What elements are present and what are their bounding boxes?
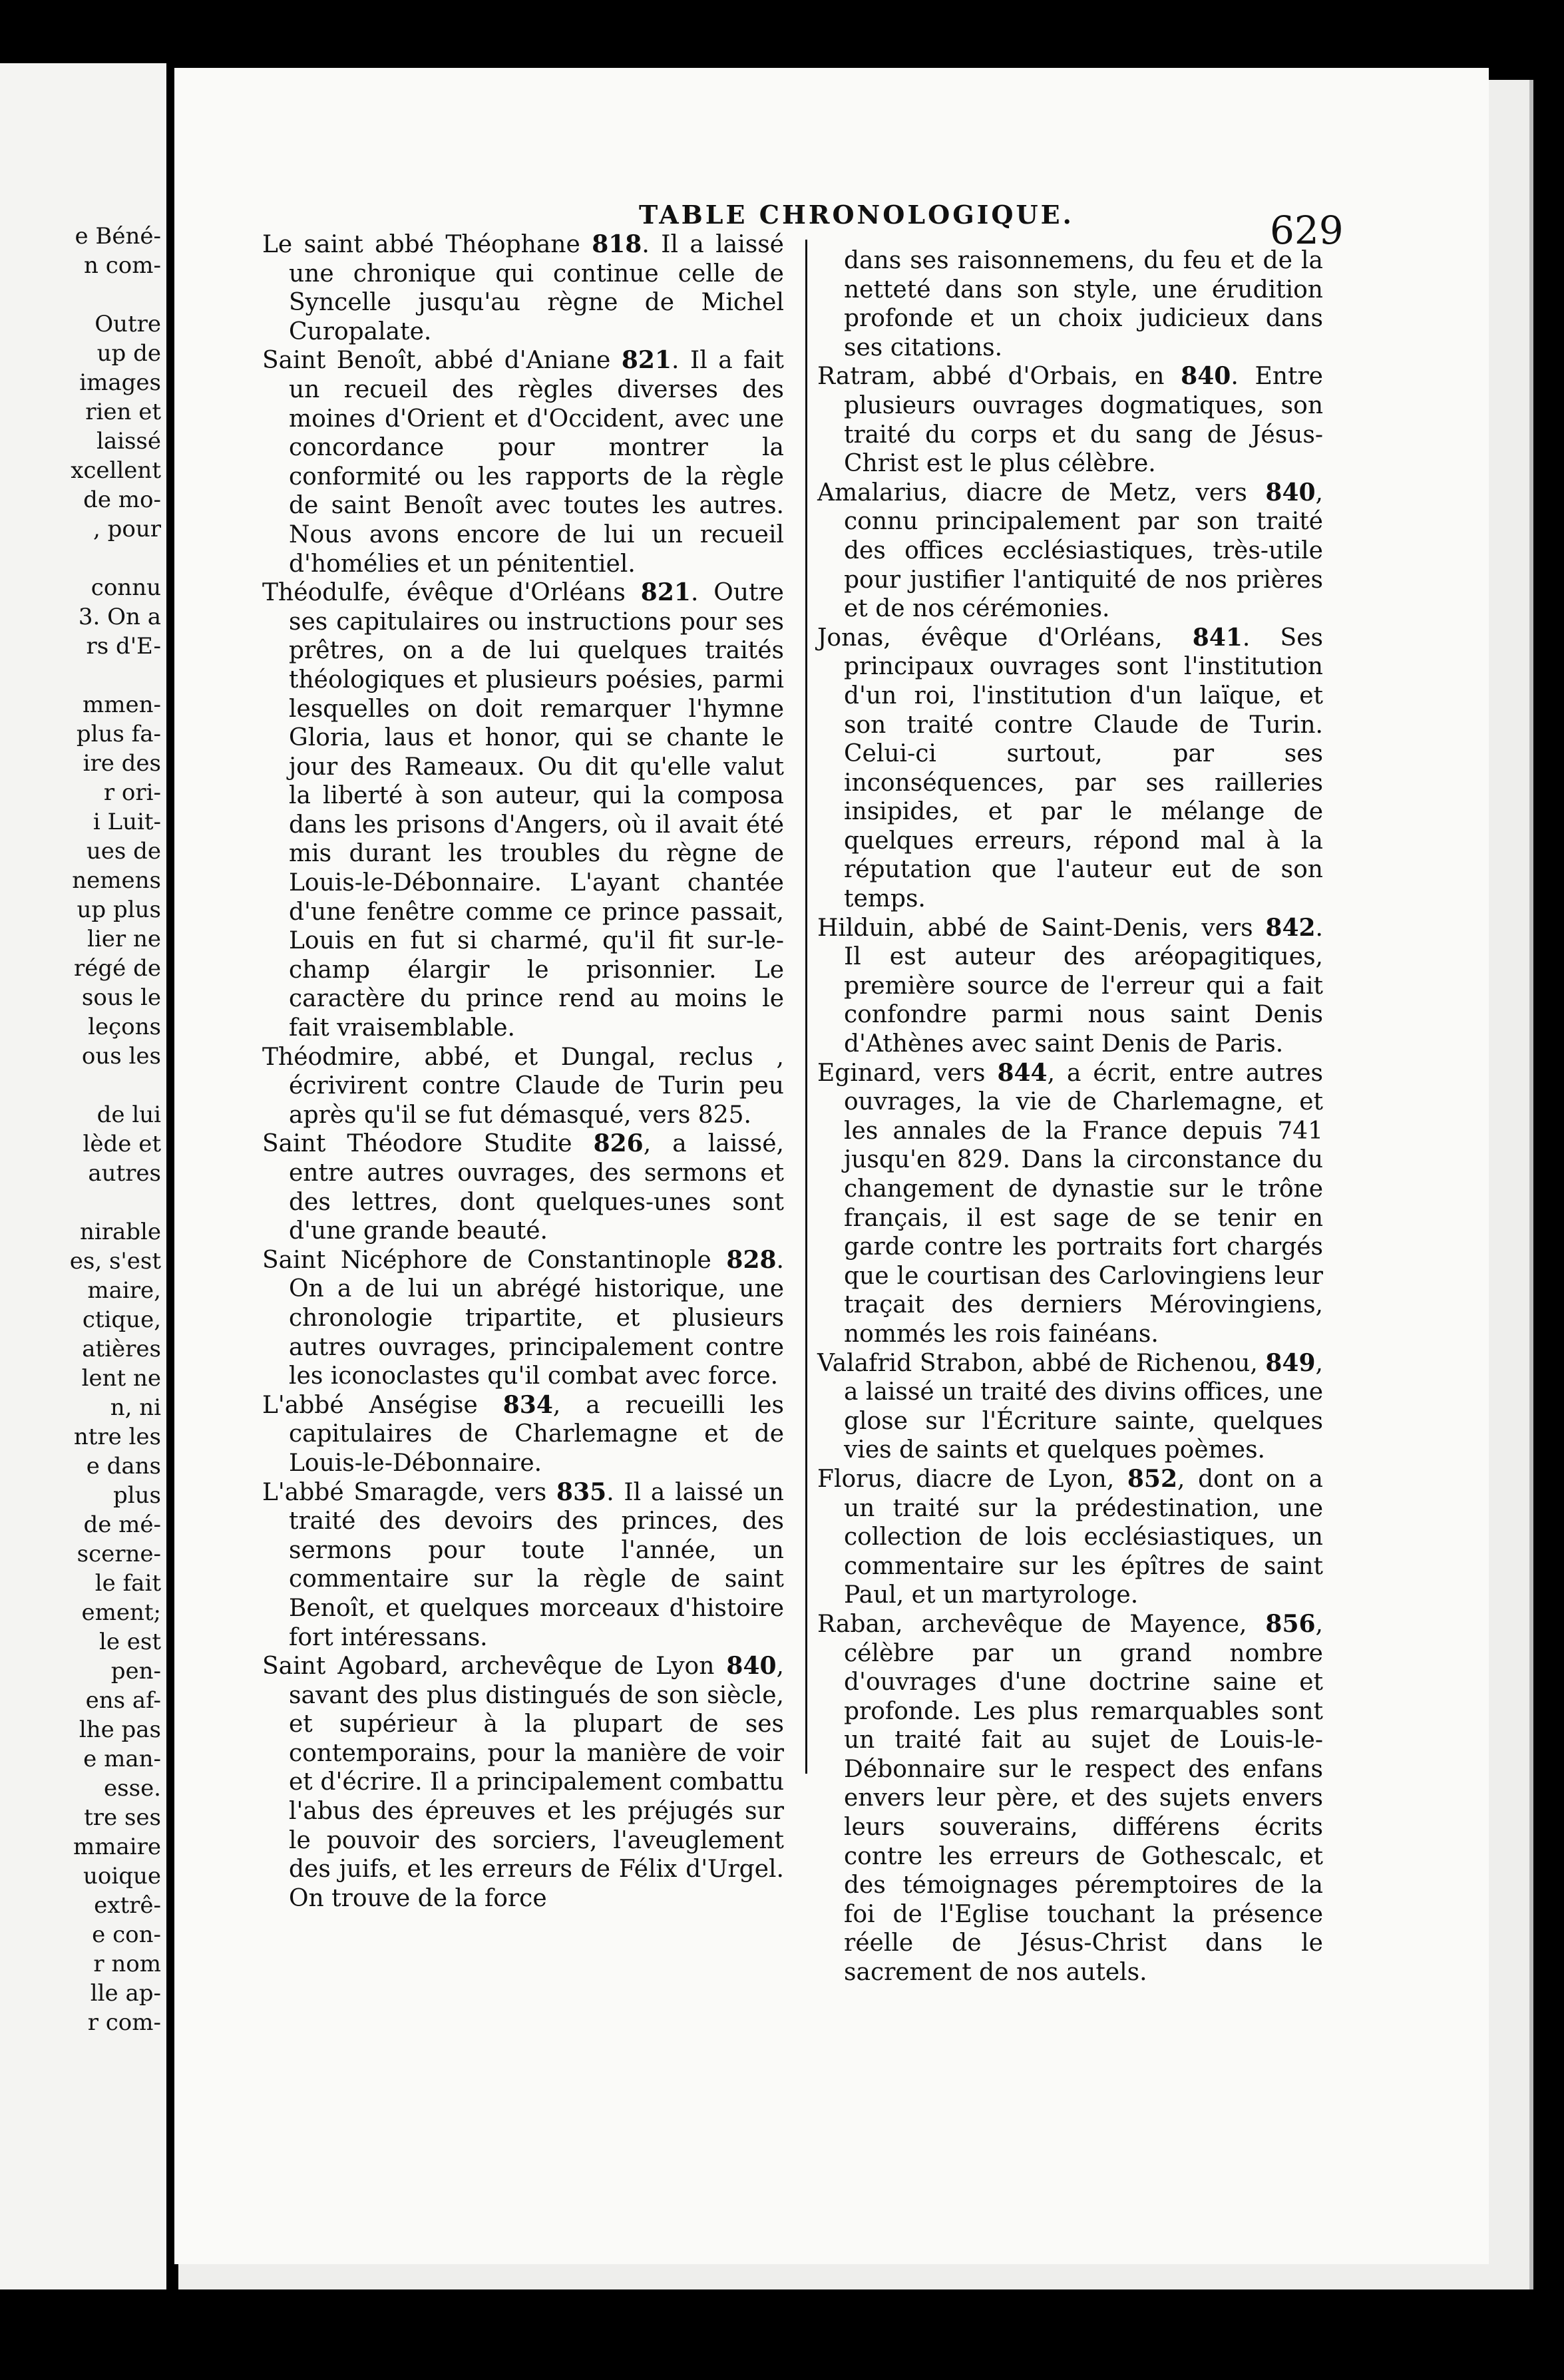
facing-page-line: leçons xyxy=(88,1014,161,1040)
entry-text: , écrivirent contre Claude de Turin peu après qu'il se fut démasqué, vers 825. xyxy=(289,1043,784,1129)
facing-page-line: rien et xyxy=(85,399,161,425)
facing-page-line: 3. On a xyxy=(78,604,161,630)
entry-text: dans ses raisonnemens, du feu et de la netteté dans son style, une érudition profonde et un choix judicieux dans ses citations. xyxy=(844,247,1323,361)
entry-text: . Il a laissé une chronique qui continue celle de Syncelle jusqu'au règne de Michel Curopalate. xyxy=(289,231,784,345)
facing-page-line: r nom xyxy=(93,1951,161,1977)
chronology-entry xyxy=(262,1129,784,1245)
facing-page-line: autres xyxy=(88,1160,161,1187)
chronology-entry xyxy=(817,914,1323,1059)
entry-date: 842 xyxy=(1265,913,1316,942)
right-column xyxy=(817,246,1323,1987)
entry-text: , a laissé un traité des divins offices, une glose sur l'Écriture sainte, quelques vies de saints et quelques poèmes. xyxy=(844,1349,1323,1464)
facing-page-line: le fait xyxy=(95,1570,161,1597)
chronology-entry xyxy=(817,1059,1323,1349)
entry-name: Le saint abbé Théophane xyxy=(262,231,580,258)
facing-page-line: mmen- xyxy=(83,692,161,718)
page-number: 629 xyxy=(1270,208,1344,253)
entry-date: 826 xyxy=(593,1129,644,1158)
facing-page-line: e man- xyxy=(83,1746,161,1772)
facing-page-line: de mo- xyxy=(83,487,161,513)
entry-name: Théodmire, abbé, et Dungal, reclus xyxy=(262,1043,753,1071)
facing-page-line: Outre xyxy=(95,311,161,337)
chronology-entry xyxy=(262,1246,784,1391)
facing-page-line: n com- xyxy=(84,252,161,279)
facing-page-line: tre ses xyxy=(84,1804,161,1831)
chronology-entry xyxy=(262,1478,784,1653)
facing-page-line: lède et xyxy=(83,1131,161,1157)
chronology-entry xyxy=(817,624,1323,914)
chronology-entry xyxy=(817,1465,1323,1610)
entry-date: 821 xyxy=(640,578,691,607)
entry-name: Théodulfe, évêque d'Orléans xyxy=(262,579,626,607)
entry-text: , savant des plus distingués de son siècle, et supérieur à la plupart de ses contemporains, pour la manière de voir et d'écrire. Il a principalement combattu l'abus des épreuves et les préjugés sur le pouvoir des sorciers, l'aveuglement des juifs, et les erreurs de Félix d'Urgel. On trouve de la force xyxy=(289,1653,784,1912)
facing-page-line: scerne- xyxy=(77,1541,161,1567)
facing-page-line: régé de xyxy=(74,955,161,982)
facing-page-line: nirable xyxy=(79,1219,161,1245)
facing-page-line: extrê- xyxy=(94,1892,161,1919)
entry-text: . Il a fait un recueil des règles diverses des moines d'Orient et d'Occident, avec une concordance pour montrer la conformité ou les rapports de la règle de saint Benoît avec toutes les autres. Nous avons encore de lui un recueil d'homélies et un pénitentiel. xyxy=(289,347,784,578)
chronology-entry xyxy=(817,246,1323,362)
facing-page xyxy=(0,63,166,2289)
entry-name: Florus, diacre de Lyon, xyxy=(817,1465,1115,1493)
facing-page-line xyxy=(1,544,161,573)
facing-page-line: mmaire xyxy=(73,1834,161,1860)
entry-name: Saint Benoît, abbé d'Aniane xyxy=(262,347,611,375)
chronology-entry xyxy=(262,1391,784,1478)
entry-text: . Ses principaux ouvrages sont l'institution d'un roi, l'institution d'un laïque, et son traité contre Claude de Turin. Celui-ci surtout, par ses inconséquences, par ses railleries insipides, et par le mélange de quelques erreurs, répond mal à la réputation que l'auteur eut de son temps. xyxy=(844,624,1323,913)
facing-page-line: de mé- xyxy=(83,1511,161,1538)
entry-text: . Outre ses capitulaires ou instructions pour ses prêtres, on a de lui quelques traités théologiques et plusieurs poésies, parmi lesquelles on doit remarquer l'hymne Gloria, laus et honor, qui se chante le jour des Rameaux. Ou dit qu'elle valut la liberté à son auteur, qui la composa dans les prisons d'Angers, où il avait été mis durant les troubles du règne de Louis-le-Débonnaire. L'ayant chantée d'une fenêtre comme ce prince passait, Louis en fut si charmé, qu'il fit sur-le-champ élargir le prisonnier. Le caractère du prince rend au moins le fait vraisemblable. xyxy=(289,579,784,1042)
entry-name: Hilduin, abbé de Saint-Denis, vers xyxy=(817,914,1253,942)
facing-page-line: ire des xyxy=(83,750,161,777)
chronology-entry xyxy=(262,1043,784,1130)
facing-page-line: ement; xyxy=(81,1599,161,1626)
facing-page-text xyxy=(1,222,161,2037)
entry-date: 834 xyxy=(502,1390,553,1419)
facing-page-line: e Béné- xyxy=(75,223,161,250)
facing-page-line xyxy=(1,1071,161,1100)
entry-name: Jonas, évêque d'Orléans, xyxy=(817,624,1163,652)
facing-page-line: e dans xyxy=(86,1453,161,1480)
facing-page-line: i Luit- xyxy=(93,809,161,835)
entry-date: 818 xyxy=(592,230,642,258)
entry-name: Saint Nicéphore de Constantinople xyxy=(262,1246,711,1274)
entry-name: L'abbé Anségise xyxy=(262,1391,478,1419)
facing-page-line: plus xyxy=(113,1482,161,1509)
column-rule xyxy=(805,240,807,1774)
facing-page-line: n, ni xyxy=(110,1394,161,1421)
facing-page-line: ens af- xyxy=(85,1687,161,1714)
entry-text: , connu principalement par son traité des offices ecclésiastiques, très-utile pour justifier l'antiquité de nos prières et de nos cérémonies. xyxy=(844,479,1323,623)
facing-page-line: ntre les xyxy=(73,1424,161,1450)
facing-page-line: esse. xyxy=(104,1775,161,1802)
entry-text: . On a de lui un abrégé historique, une chronologie tripartite, et plusieurs autres ouvrages, principalement contre les iconoclastes qu'il combat avec force. xyxy=(289,1246,784,1390)
chronology-entry xyxy=(262,346,784,578)
facing-page-line: lier ne xyxy=(87,926,161,952)
entry-date: 821 xyxy=(621,346,672,375)
chronology-entry xyxy=(262,230,784,346)
facing-page-line: connu xyxy=(91,574,161,601)
left-column xyxy=(262,230,784,1913)
entry-date: 835 xyxy=(556,1478,607,1506)
entry-text: , a laissé, entre autres ouvrages, des sermons et des lettres, dont quelques-unes sont d'une grande beauté. xyxy=(289,1130,784,1245)
facing-page-line: , pour xyxy=(93,516,161,542)
facing-page-line: laissé xyxy=(96,428,161,455)
facing-page-line: ous les xyxy=(81,1043,161,1070)
facing-page-line: ctique, xyxy=(82,1306,161,1333)
chronology-entry xyxy=(817,1610,1323,1987)
facing-page-line: es, s'est xyxy=(69,1248,161,1275)
chronology-entry xyxy=(262,578,784,1043)
entry-text: , a recueilli les capitulaires de Charlemagne et de Louis-le-Débonnaire. xyxy=(289,1391,784,1477)
entry-name: Valafrid Strabon, abbé de Richenou, xyxy=(817,1349,1258,1377)
facing-page-line: lent ne xyxy=(81,1365,161,1392)
entry-text: . Il a laissé un traité des devoirs des princes, des sermons pour toute l'année, un commentaire sur la règle de saint Benoît, et quelques morceaux d'histoire fort intéressans. xyxy=(289,1478,784,1651)
facing-page-line: up plus xyxy=(77,896,161,923)
entry-date: 840 xyxy=(726,1652,777,1681)
facing-page-line: rs d'E- xyxy=(86,633,161,660)
chronology-entry xyxy=(262,1652,784,1913)
entry-text: , a écrit, entre autres ouvrages, la vie de Charlemagne, et les annales de la France depuis 741 jusqu'en 829. Dans la circonstance du changement de dynastie sur le trône français, il est sage de se tenir en garde contre les portraits fort chargés que le courtisan des Carlovingiens leur traçait des derniers Mérovingiens, nommés les rois fainéans. xyxy=(844,1059,1323,1348)
running-head: TABLE CHRONOLOGIQUE. xyxy=(639,200,1074,230)
entry-name: Amalarius, diacre de Metz, vers xyxy=(817,479,1247,506)
facing-page-line: ues de xyxy=(86,838,161,865)
facing-page-line: atières xyxy=(82,1336,161,1362)
facing-page-line: e con- xyxy=(92,1921,161,1948)
facing-page-line: xcellent xyxy=(71,457,161,484)
entry-text: , célèbre par un grand nombre d'ouvrages d'une doctrine saine et profonde. Les plus remarquables sont un traité fait au sujet de Louis-le-Débonnaire sur le respect des enfans envers leur père, et des sujets envers leurs souverains, différens écrits contre les erreurs de Gothescalc, et des témoignages péremptoires de la foi de l'Eglise touchant la présence réelle de Jésus-Christ dans le sacrement de nos autels. xyxy=(844,1610,1323,1987)
facing-page-line: plus fa- xyxy=(76,721,161,747)
entry-name: Eginard, vers xyxy=(817,1059,986,1087)
facing-page-line: r com- xyxy=(87,2009,161,2036)
facing-page-line: nemens xyxy=(72,867,161,894)
facing-page-line: pen- xyxy=(110,1658,161,1685)
entry-name: L'abbé Smaragde, vers xyxy=(262,1478,547,1506)
facing-page-line: maire, xyxy=(87,1277,161,1304)
entry-date: 852 xyxy=(1127,1464,1178,1493)
entry-name: Ratram, abbé d'Orbais, en xyxy=(817,363,1165,391)
entry-text: . Il est auteur des aréopagitiques, première source de l'erreur qui a fait confondre parmi nous saint Denis d'Athènes avec saint Denis de Paris. xyxy=(844,914,1323,1058)
facing-page-line xyxy=(1,280,161,309)
chronology-entry xyxy=(817,479,1323,624)
entry-date: 840 xyxy=(1265,478,1316,506)
chronology-entry xyxy=(817,1349,1323,1465)
entry-name: Saint Agobard, archevêque de Lyon xyxy=(262,1653,715,1681)
facing-page-line: sous le xyxy=(81,984,161,1011)
facing-page-line: lhe pas xyxy=(79,1716,161,1743)
entry-date: 856 xyxy=(1265,1609,1316,1638)
facing-page-line: uoique xyxy=(83,1863,161,1889)
facing-page-line xyxy=(1,1188,161,1217)
entry-date: 849 xyxy=(1265,1348,1316,1377)
chronology-entry xyxy=(817,362,1323,478)
entry-date: 828 xyxy=(726,1245,777,1274)
entry-name: Saint Théodore Studite xyxy=(262,1130,572,1158)
entry-text: , dont on a un traité sur la prédestination, une collection de lois ecclésiastiques, un commentaire sur les épîtres de saint Paul, et un martyrologe. xyxy=(844,1465,1323,1609)
facing-page-line: up de xyxy=(97,340,161,367)
facing-page-line: de lui xyxy=(97,1101,161,1128)
facing-page-line: images xyxy=(79,369,161,396)
entry-name: Raban, archevêque de Mayence, xyxy=(817,1610,1247,1638)
facing-page-line: lle ap- xyxy=(90,1980,161,2007)
entry-text: . Entre plusieurs ouvrages dogmatiques, son traité du corps et du sang de Jésus-Christ est le plus célèbre. xyxy=(844,363,1323,478)
facing-page-line: le est xyxy=(98,1629,161,1655)
entry-date: 844 xyxy=(997,1058,1048,1087)
facing-page-line: r ori- xyxy=(103,779,161,806)
facing-page-line xyxy=(1,661,161,690)
entry-date: 841 xyxy=(1192,623,1243,652)
entry-date: 840 xyxy=(1181,362,1231,391)
